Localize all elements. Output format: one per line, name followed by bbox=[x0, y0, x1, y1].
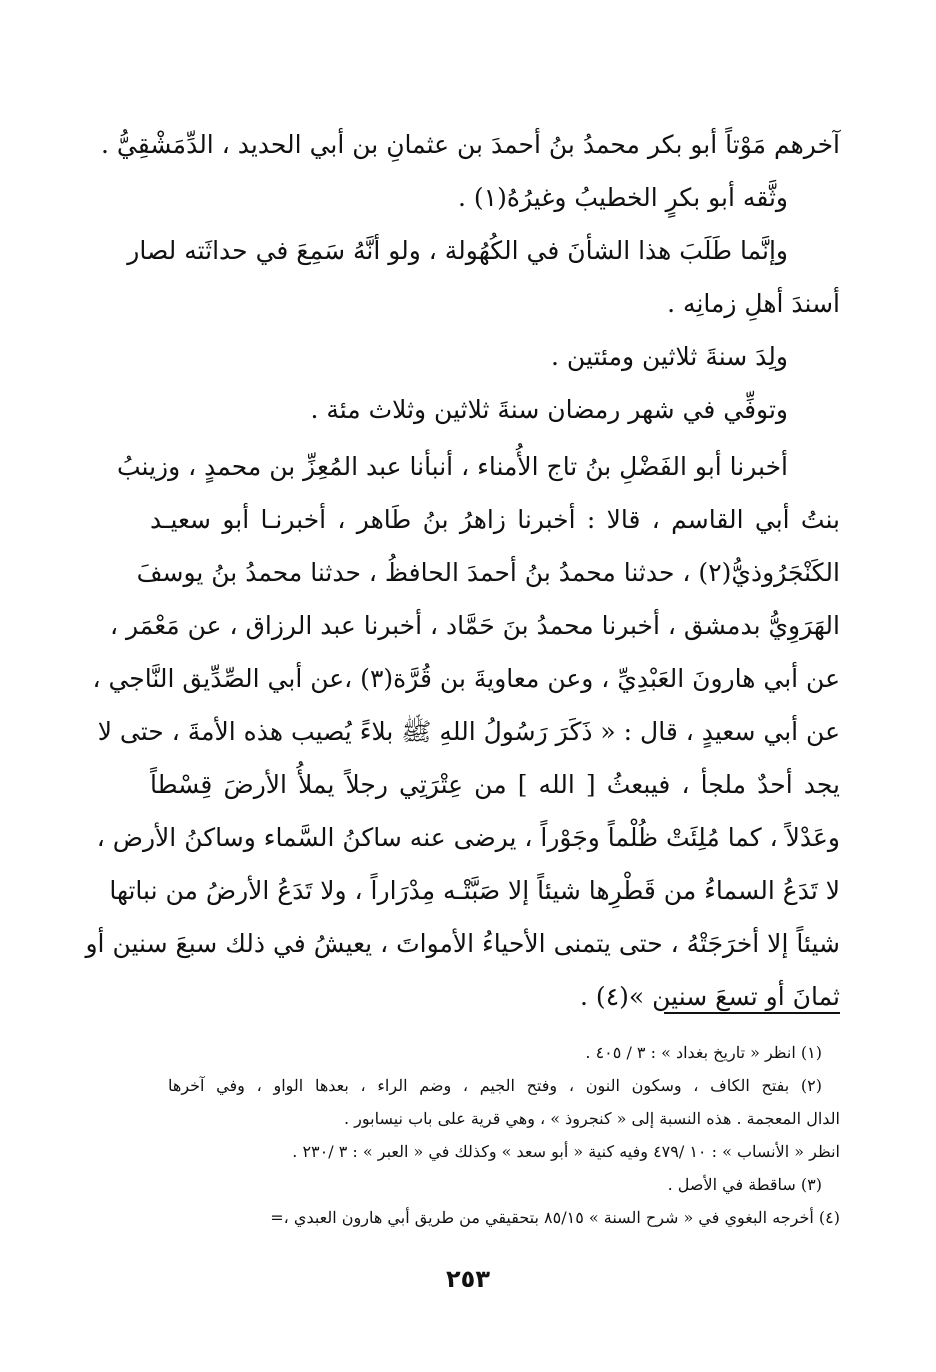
text-line: ولِدَ سنةَ ثلاثين ومئتين . bbox=[551, 342, 788, 371]
text-line: ثمانَ أو تسعَ سنين »(٤) . bbox=[580, 982, 840, 1011]
footnote-line: (١) انظر « تاريخ بغداد » : ٣ / ٤٠٥ . bbox=[585, 1043, 822, 1062]
footnote-line: (٢) بفتح الكاف ، وسكون النون ، وفتح الجيم ، وضم الراء ، بعدها الواو ، وفي آخرها bbox=[168, 1076, 822, 1095]
text-line: أسندَ أهلِ زمانِه . bbox=[667, 289, 840, 318]
text-line: لا تَدَعُ السماءُ من قَطْرِها شيئاً إلا صَبَّتْـه مِدْرَاراً ، ولا تَدَعُ الأرضُ من نباتها bbox=[109, 876, 840, 905]
text-line: بنتُ أبي القاسم ، قالا : أخبرنا زاهرُ بنُ طَاهر ، أخبرنـا أبو سعيـد bbox=[150, 505, 840, 534]
footnote-line: (٣) ساقطة في الأصل . bbox=[667, 1175, 822, 1194]
footnote-line: انظر « الأنساب » : ١٠ /٤٧٩ وفيه كنية « أبو سعد » وكذلك في « العبر » : ٣ /٢٣٠ . bbox=[292, 1142, 840, 1161]
text-line: الكَنْجَرُوذيُّ(٢) ، حدثنا محمدُ بنُ أحمدَ الحافظُ ، حدثنا محمدُ بنُ يوسفَ bbox=[136, 558, 840, 587]
footnote-line: (٤) أخرجه البغوي في « شرح السنة » ٨٥/١٥ بتحقيقي من طريق أبي هارون العبدي ،= bbox=[270, 1208, 840, 1227]
text-line: وعَدْلاً ، كما مُلِئَتْ ظُلْماً وجَوْراً ، يرضى عنه ساكنُ السَّماء وساكنُ الأرض ، bbox=[96, 823, 840, 852]
page-number: ٢٥٣ bbox=[446, 1265, 490, 1293]
text-line: عن أبي سعيدٍ ، قال : « ذَكَرَ رَسُولُ اللهِ ﷺ بلاءً يُصيب هذه الأمةَ ، حتى لا bbox=[97, 717, 840, 746]
text-line: وإنَّما طَلَبَ هذا الشأنَ في الكُهُولة ، ولو أنَّهُ سَمِعَ في حداثَته لصار bbox=[127, 236, 788, 265]
text-line: أخبرنا أبو الفَضْلِ بنُ تاج الأُمناء ، أنبأنا عبد المُعِزِّ بن محمدٍ ، وزينبُ bbox=[117, 452, 788, 481]
text-line: الهَرَوِيُّ بدمشق ، أخبرنا محمدُ بنَ حَمَّاد ، أخبرنا عبد الرزاق ، عن مَعْمَر ، bbox=[109, 611, 840, 640]
text-line: آخرهم مَوْتاً أبو بكر محمدُ بنُ أحمدَ بن عثمانِ بن أبي الحديد ، الدِّمَشْقِيُّ . bbox=[101, 130, 840, 159]
text-line: عن أبي هارونَ العَبْدِيِّ ، وعن معاويةَ بن قُرَّة(٣) ،عن أبي الصِّدِّيق النَّاجي ، bbox=[92, 664, 840, 693]
main-text bbox=[85, 118, 840, 1023]
text-line: وتوفِّي في شهر رمضان سنةَ ثلاثين وثلاث مئة . bbox=[310, 395, 788, 424]
text-line: يجد أحدٌ ملجأ ، فيبعثُ [ الله ] من عِتْرَتِي رجلاً يملأُ الأرضَ قِسْطاً bbox=[150, 770, 840, 799]
footnotes bbox=[168, 1036, 840, 1234]
text-line: وثَّقه أبو بكرٍ الخطيبُ وغيرُهُ(١) . bbox=[458, 183, 788, 212]
footnote-line: الدال المعجمة . هذه النسبة إلى « كنجروذ » ، وهي قرية على باب نيسابور . bbox=[343, 1109, 840, 1128]
footnote-separator bbox=[664, 1012, 840, 1014]
text-line: شيئاً إلا أخرَجَتْهُ ، حتى يتمنى الأحياءُ الأمواتَ ، يعيشُ في ذلك سبعَ سنين أو bbox=[85, 929, 840, 958]
